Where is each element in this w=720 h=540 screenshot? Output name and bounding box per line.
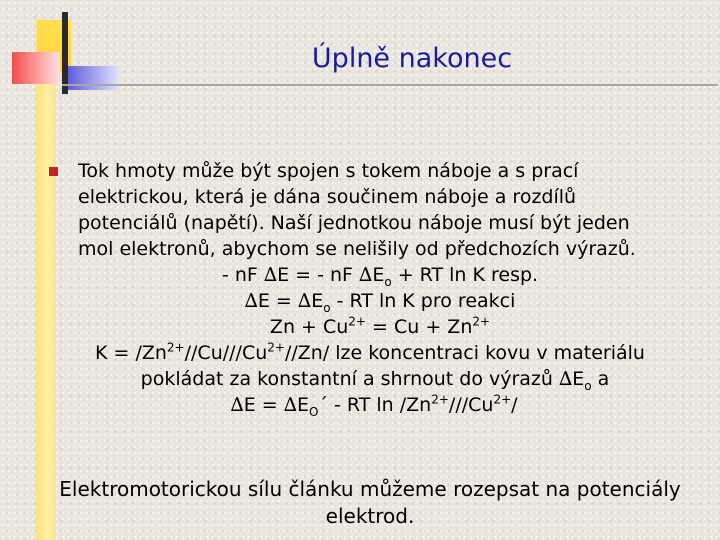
bullet-line-1: Tok hmoty může být spojen s tokem náboje a s prací bbox=[78, 160, 579, 182]
bullet-line-3: potenciálů (napětí). Naší jednotkou náboje musí být jeden bbox=[78, 212, 630, 234]
bullet-icon bbox=[49, 167, 58, 176]
bullet-line-2: elektrickou, která je dána součinem náboje a rozdílů bbox=[78, 186, 577, 208]
conclusion-line-2: elektrod. bbox=[325, 504, 415, 528]
slide-title-text: Úplně nakonec bbox=[311, 43, 513, 74]
slide-content bbox=[40, 158, 720, 418]
equation-1: - nF ∆E = - nF $\Delta E_o$ + RT ln K resp. bbox=[221, 264, 539, 289]
conclusion-text bbox=[0, 476, 720, 530]
equation-3: $Zn + Cu^{2+} = Cu + Zn^{2+}$ bbox=[269, 314, 491, 338]
slide-title bbox=[0, 43, 720, 74]
equation-2: $\Delta E = \Delta E_o$ - RT ln K pro reakci bbox=[244, 290, 516, 315]
equation-5: pokládat za konstantní a shrnout do výrazů $\Delta E_o$ a bbox=[140, 368, 610, 393]
decor-horizontal-line bbox=[62, 84, 718, 86]
bullet-line-4: mol elektronů, abychom se nelišily od předchozích výrazů. bbox=[78, 238, 636, 260]
conclusion-line-1: Elektromotorickou sílu článku můžeme rozepsat na potenciály bbox=[59, 477, 681, 501]
equation-4: $K = /Zn^{2+}//Cu///Cu^{2+}//Zn/$ lze koncentraci kovu v materiálu bbox=[95, 340, 645, 364]
equation-6: $\Delta E = \Delta E_O´$ - RT $\ln /Zn^{2+}///Cu^{2+}/$ bbox=[230, 392, 518, 419]
